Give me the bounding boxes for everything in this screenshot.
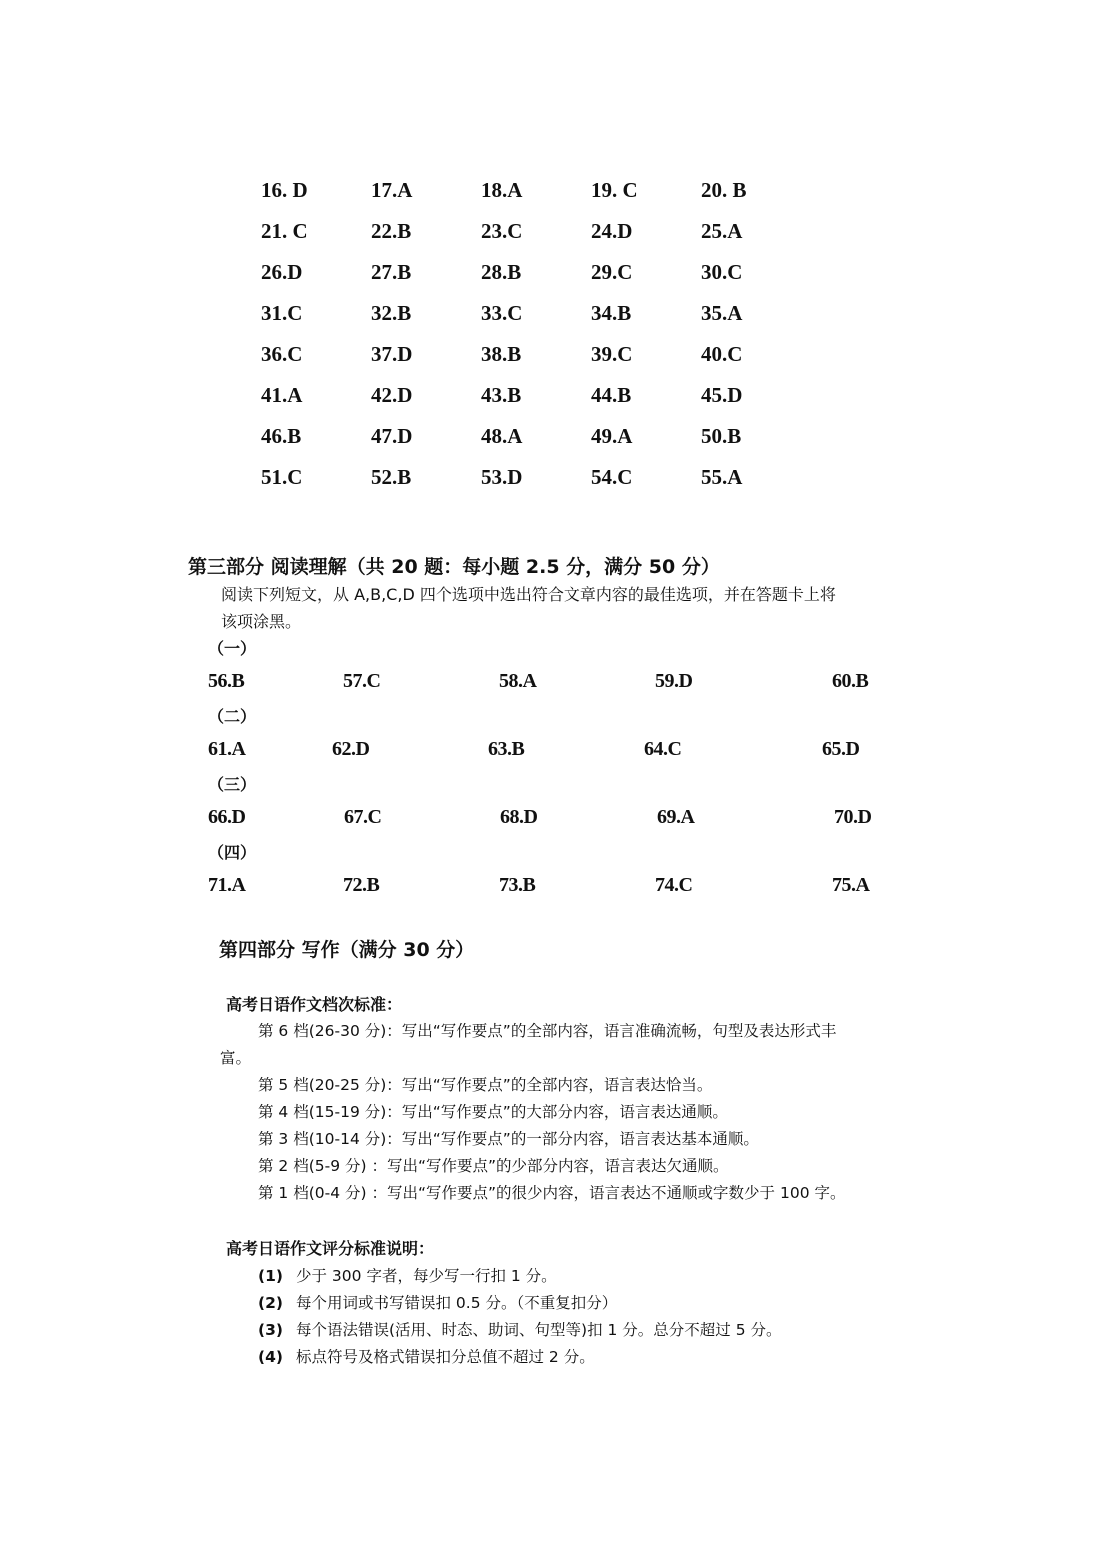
answer-item: 62.D (332, 738, 370, 760)
rule-text: 每个用词或书写错误扣 0.5 分。（不重复扣分） (296, 1294, 618, 1312)
answer-item: 71.A (208, 874, 246, 896)
answer-item: 66.D (208, 806, 246, 828)
answer-item: 34.B (591, 301, 632, 325)
rule-text: 标点符号及格式错误扣分总值不超过 2 分。 (296, 1348, 595, 1366)
answer-item: 29.C (591, 260, 633, 284)
answer-item: 17.A (371, 178, 413, 202)
answer-item: 28.B (481, 260, 522, 284)
answer-item: 43.B (481, 383, 522, 407)
group-label: （三） (208, 775, 257, 794)
answer-item: 67.C (344, 806, 382, 828)
answer-item: 40.C (701, 342, 743, 366)
group-label: （四） (208, 843, 257, 862)
answer-item: 53.D (481, 465, 523, 489)
part3-title: 第三部分 阅读理解（共 20 题：每小题 2.5 分，满分 50 分） (188, 556, 720, 578)
level-text: 写出“写作要点”的很少内容，语言表达不通顺或字数少于 100 字。 (386, 1184, 846, 1202)
part4-title: 第四部分 写作（满分 30 分） (219, 939, 475, 961)
answer-item: 23.C (481, 219, 523, 243)
rule-text: 少于 300 字者，每少写一行扣 1 分。 (296, 1267, 557, 1285)
answer-item: 35.A (701, 301, 743, 325)
answer-item: 70.D (834, 806, 872, 828)
answer-item: 21. C (261, 219, 308, 243)
answer-item: 41.A (261, 383, 303, 407)
answer-item: 27.B (371, 260, 412, 284)
level-5 (258, 1073, 712, 1095)
answer-item: 24.D (591, 219, 633, 243)
answer-item: 58.A (499, 670, 537, 692)
answer-item: 75.A (832, 874, 870, 896)
answer-item: 38.B (481, 342, 522, 366)
level-label: 第 4 档(15-19 分)： (258, 1103, 402, 1121)
rule-number: (3) (258, 1321, 283, 1339)
answer-item: 54.C (591, 465, 633, 489)
level-text: 写出“写作要点”的全部内容，语言准确流畅，句型及表达形式丰 (401, 1022, 837, 1040)
answer-item: 61.A (208, 738, 246, 760)
answer-item: 18.A (481, 178, 523, 202)
level-text: 写出“写作要点”的大部分内容，语言表达通顺。 (401, 1103, 728, 1121)
rule-number: (4) (258, 1348, 283, 1366)
rule-4 (258, 1345, 595, 1367)
answer-item: 16. D (261, 178, 308, 202)
group-label: （一） (208, 639, 257, 658)
answer-item: 52.B (371, 465, 412, 489)
answer-item: 37.D (371, 342, 413, 366)
answer-item: 45.D (701, 383, 743, 407)
group-label: （二） (208, 707, 257, 726)
answer-item: 72.B (343, 874, 380, 896)
rules-heading: 高考日语作文评分标准说明： (226, 1239, 435, 1258)
level-4 (258, 1100, 728, 1122)
answer-item: 64.C (644, 738, 682, 760)
answer-item: 69.A (657, 806, 695, 828)
answer-item: 36.C (261, 342, 303, 366)
part3-instruction-line2: 该项涂黑。 (221, 612, 302, 631)
level-3 (258, 1127, 759, 1149)
answer-item: 73.B (499, 874, 536, 896)
level-2 (258, 1154, 729, 1176)
part3-instruction-line1: 阅读下列短文，从 A,B,C,D 四个选项中选出符合文章内容的最佳选项，并在答题卡上将 (221, 585, 836, 604)
level-text: 写出“写作要点”的一部分内容，语言表达基本通顺。 (401, 1130, 759, 1148)
answer-item: 60.B (832, 670, 869, 692)
answer-item: 25.A (701, 219, 743, 243)
level-1 (258, 1181, 846, 1203)
level-label: 第 3 档(10-14 分)： (258, 1130, 402, 1148)
answer-item: 20. B (701, 178, 747, 202)
answer-item: 55.A (701, 465, 743, 489)
level-label: 第 2 档(5-9 分) ： (258, 1157, 387, 1175)
answer-item: 74.C (655, 874, 693, 896)
answer-item: 30.C (701, 260, 743, 284)
level-text: 写出“写作要点”的少部分内容，语言表达欠通顺。 (386, 1157, 729, 1175)
rule-2 (258, 1291, 617, 1313)
answer-item: 26.D (261, 260, 303, 284)
answer-item: 49.A (591, 424, 633, 448)
level-label: 第 6 档(26-30 分)： (258, 1022, 402, 1040)
answer-item: 59.D (655, 670, 693, 692)
rule-1 (258, 1264, 557, 1286)
answer-item: 19. C (591, 178, 638, 202)
level-label: 第 1 档(0-4 分) ： (258, 1184, 387, 1202)
answer-item: 47.D (371, 424, 413, 448)
rule-number: (1) (258, 1267, 283, 1285)
answer-item: 56.B (208, 670, 245, 692)
level-label: 第 5 档(20-25 分)： (258, 1076, 402, 1094)
answer-item: 57.C (343, 670, 381, 692)
answer-item: 46.B (261, 424, 302, 448)
levels-heading: 高考日语作文档次标准： (226, 995, 403, 1014)
level-text: 写出“写作要点”的全部内容，语言表达恰当。 (401, 1076, 713, 1094)
level-6 (258, 1019, 836, 1041)
rule-text: 每个语法错误(活用、时态、助词、句型等)扣 1 分。总分不超过 5 分。 (296, 1321, 782, 1339)
answer-item: 63.B (488, 738, 525, 760)
answer-item: 48.A (481, 424, 523, 448)
rule-3 (258, 1318, 782, 1340)
level-6-continuation: 富。 (220, 1049, 252, 1067)
answer-item: 33.C (481, 301, 523, 325)
answer-item: 65.D (822, 738, 860, 760)
answer-item: 32.B (371, 301, 412, 325)
answer-item: 50.B (701, 424, 742, 448)
answer-item: 31.C (261, 301, 303, 325)
answer-item: 68.D (500, 806, 538, 828)
answer-item: 51.C (261, 465, 303, 489)
rule-number: (2) (258, 1294, 283, 1312)
answer-item: 39.C (591, 342, 633, 366)
answer-item: 44.B (591, 383, 632, 407)
answer-item: 42.D (371, 383, 413, 407)
answer-item: 22.B (371, 219, 412, 243)
